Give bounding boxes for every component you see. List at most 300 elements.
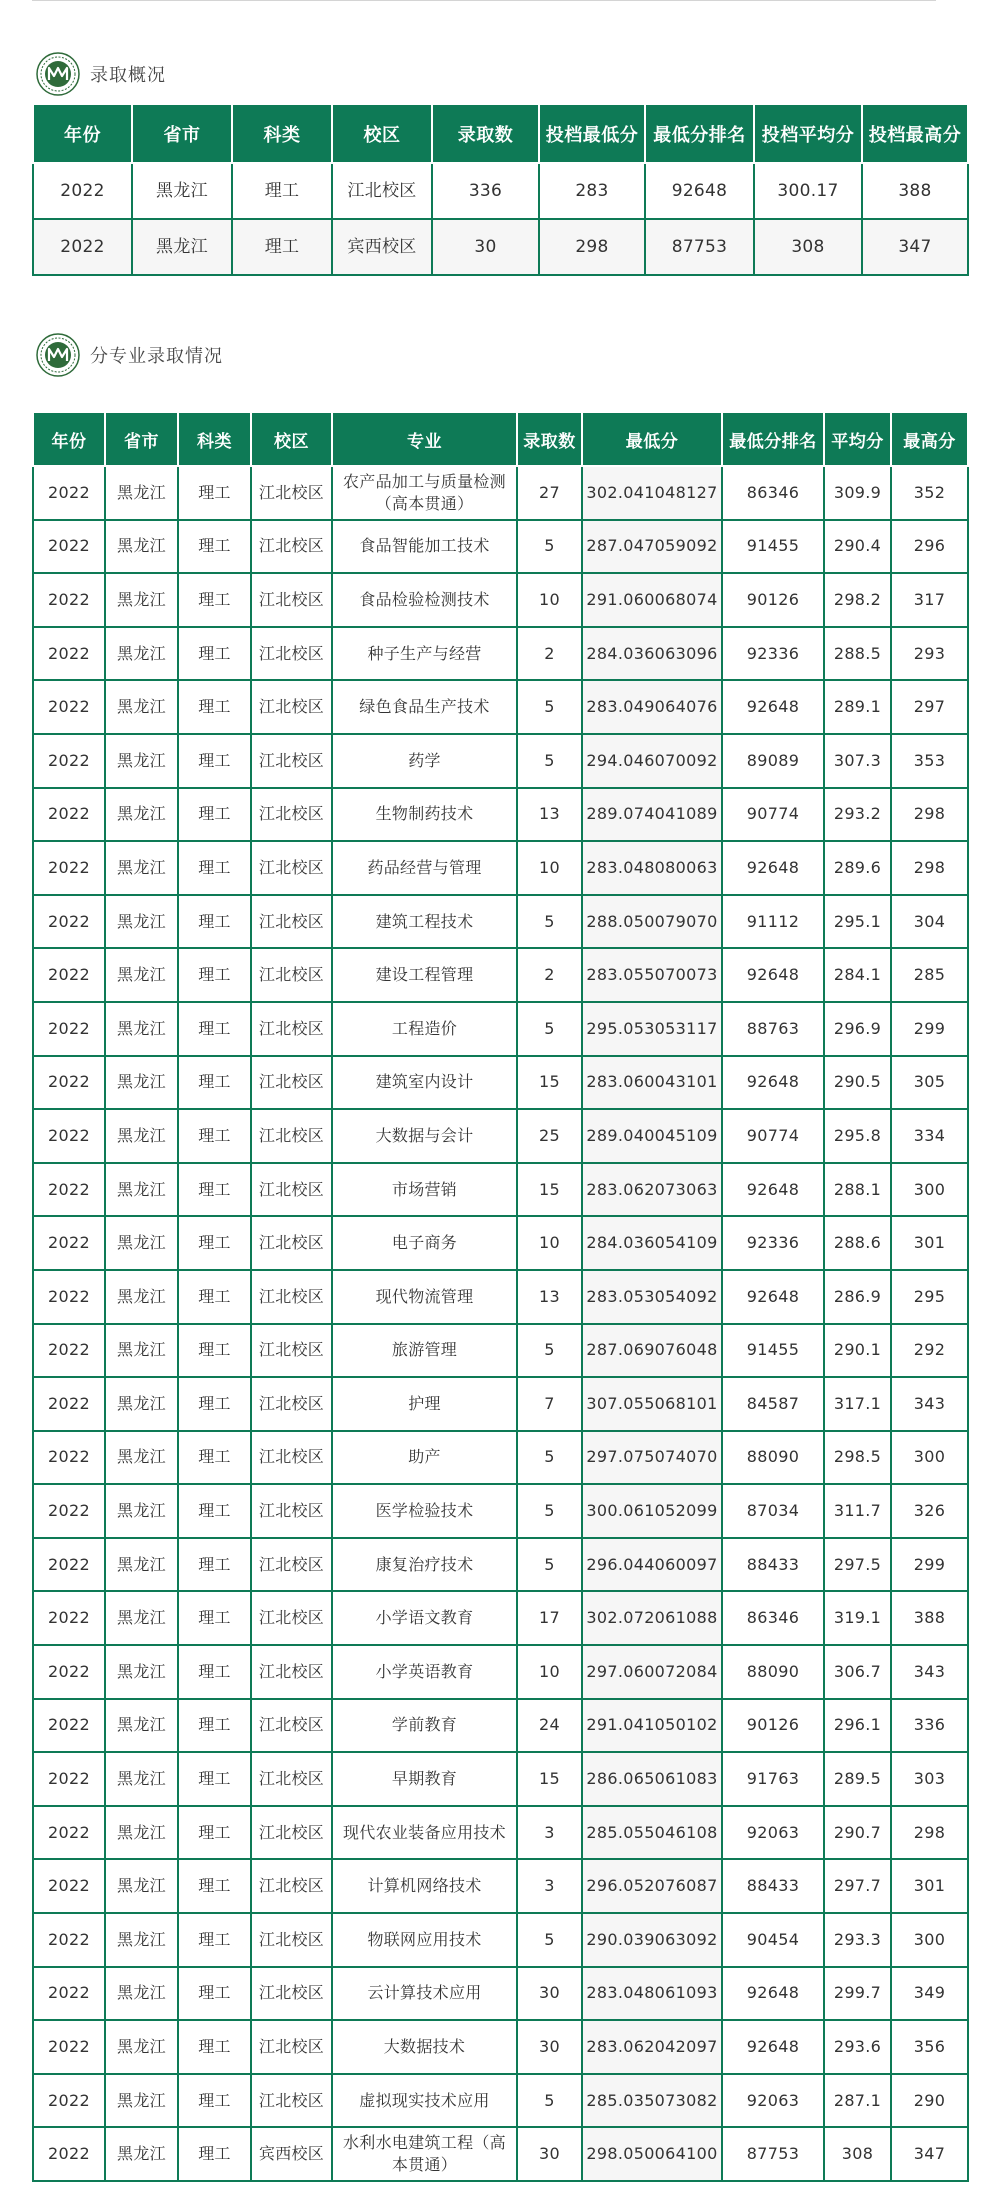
cell-min-rank: 92063 <box>722 2074 824 2128</box>
cell-province: 黑龙江 <box>132 219 232 275</box>
cell-min-score: 298 <box>539 219 645 275</box>
table-row <box>33 1699 968 1753</box>
cell-admitted: 5 <box>517 2074 582 2128</box>
cell-min-rank: 84587 <box>722 1377 824 1431</box>
col-header-year: 年份 <box>33 412 105 466</box>
cell-avg-score: 290.1 <box>824 1324 891 1378</box>
cell-max-score: 299 <box>891 1002 968 1056</box>
top-divider <box>32 0 936 1</box>
cell-min-rank: 90126 <box>722 1699 824 1753</box>
cell-campus: 江北校区 <box>251 680 332 734</box>
cell-min-rank: 92648 <box>722 1163 824 1217</box>
cell-campus: 江北校区 <box>251 1538 332 1592</box>
cell-min-score: 298.050064100 <box>582 2127 722 2181</box>
cell-major: 康复治疗技术 <box>332 1538 517 1592</box>
cell-min-rank: 92336 <box>722 1216 824 1270</box>
cell-year: 2022 <box>33 2074 105 2128</box>
cell-avg-score: 289.5 <box>824 1752 891 1806</box>
cell-admitted: 15 <box>517 1056 582 1110</box>
cell-min-rank: 88433 <box>722 1859 824 1913</box>
cell-year: 2022 <box>33 1324 105 1378</box>
cell-min-rank: 92648 <box>722 1056 824 1110</box>
cell-category: 理工 <box>178 573 251 627</box>
cell-province: 黑龙江 <box>105 1324 178 1378</box>
cell-major: 药学 <box>332 734 517 788</box>
cell-max-score: 300 <box>891 1431 968 1485</box>
cell-year: 2022 <box>33 2127 105 2181</box>
cell-min-score: 285.055046108 <box>582 1806 722 1860</box>
cell-category: 理工 <box>178 2127 251 2181</box>
cell-avg-score: 289.1 <box>824 680 891 734</box>
cell-major: 计算机网络技术 <box>332 1859 517 1913</box>
cell-max-score: 292 <box>891 1324 968 1378</box>
table-row <box>33 895 968 949</box>
cell-admitted: 30 <box>517 2127 582 2181</box>
cell-avg-score: 290.5 <box>824 1056 891 1110</box>
cell-admitted: 13 <box>517 1270 582 1324</box>
cell-admitted: 30 <box>517 1967 582 2021</box>
cell-major: 种子生产与经营 <box>332 627 517 681</box>
cell-province: 黑龙江 <box>105 520 178 574</box>
cell-avg-score: 289.6 <box>824 841 891 895</box>
cell-year: 2022 <box>33 466 105 520</box>
cell-max-score: 298 <box>891 841 968 895</box>
cell-max-score: 388 <box>862 163 968 219</box>
cell-category: 理工 <box>232 163 332 219</box>
cell-campus: 江北校区 <box>251 1377 332 1431</box>
cell-min-score: 294.046070092 <box>582 734 722 788</box>
cell-province: 黑龙江 <box>105 2020 178 2074</box>
cell-year: 2022 <box>33 1216 105 1270</box>
summary-header-row <box>33 104 968 163</box>
cell-category: 理工 <box>178 841 251 895</box>
summary-section-title: 录取概况 <box>90 65 166 86</box>
table-row <box>33 573 968 627</box>
cell-province: 黑龙江 <box>105 1216 178 1270</box>
cell-category: 理工 <box>178 1002 251 1056</box>
cell-avg-score: 307.3 <box>824 734 891 788</box>
cell-category: 理工 <box>178 895 251 949</box>
cell-campus: 江北校区 <box>251 1216 332 1270</box>
col-header-min-rank: 最低分排名 <box>722 412 824 466</box>
cell-min-rank: 87753 <box>645 219 754 275</box>
cell-avg-score: 288.6 <box>824 1216 891 1270</box>
cell-province: 黑龙江 <box>105 1699 178 1753</box>
cell-province: 黑龙江 <box>105 1967 178 2021</box>
cell-category: 理工 <box>178 1538 251 1592</box>
cell-year: 2022 <box>33 219 132 275</box>
col-header-category: 科类 <box>178 412 251 466</box>
cell-avg-score: 308 <box>754 219 862 275</box>
cell-campus: 江北校区 <box>251 1056 332 1110</box>
col-header-max-score: 最高分 <box>891 412 968 466</box>
cell-category: 理工 <box>178 1484 251 1538</box>
cell-category: 理工 <box>178 1163 251 1217</box>
table-row <box>33 627 968 681</box>
cell-year: 2022 <box>33 627 105 681</box>
cell-avg-score: 295.8 <box>824 1109 891 1163</box>
cell-min-score: 296.044060097 <box>582 1538 722 1592</box>
cell-major: 护理 <box>332 1377 517 1431</box>
cell-province: 黑龙江 <box>105 788 178 842</box>
cell-avg-score: 311.7 <box>824 1484 891 1538</box>
cell-category: 理工 <box>178 1591 251 1645</box>
cell-category: 理工 <box>178 2020 251 2074</box>
cell-province: 黑龙江 <box>105 1056 178 1110</box>
cell-category: 理工 <box>178 1699 251 1753</box>
cell-min-score: 295.053053117 <box>582 1002 722 1056</box>
cell-campus: 江北校区 <box>251 1591 332 1645</box>
cell-category: 理工 <box>178 1431 251 1485</box>
cell-max-score: 388 <box>891 1591 968 1645</box>
col-header-min-score: 投档最低分 <box>539 104 645 163</box>
table-row <box>33 1216 968 1270</box>
cell-min-score: 300.061052099 <box>582 1484 722 1538</box>
cell-max-score: 290 <box>891 2074 968 2128</box>
cell-campus: 江北校区 <box>251 1002 332 1056</box>
cell-max-score: 301 <box>891 1216 968 1270</box>
table-row <box>33 1109 968 1163</box>
cell-category: 理工 <box>178 734 251 788</box>
cell-max-score: 285 <box>891 948 968 1002</box>
cell-min-rank: 90774 <box>722 788 824 842</box>
cell-min-score: 283 <box>539 163 645 219</box>
cell-campus: 江北校区 <box>251 1752 332 1806</box>
cell-major: 大数据技术 <box>332 2020 517 2074</box>
cell-avg-score: 297.5 <box>824 1538 891 1592</box>
table-row <box>33 2074 968 2128</box>
cell-category: 理工 <box>178 1859 251 1913</box>
table-row <box>33 1431 968 1485</box>
cell-min-rank: 90774 <box>722 1109 824 1163</box>
cell-min-score: 289.040045109 <box>582 1109 722 1163</box>
cell-major: 云计算技术应用 <box>332 1967 517 2021</box>
table-row <box>33 1859 968 1913</box>
cell-category: 理工 <box>178 520 251 574</box>
table-row <box>33 163 968 219</box>
cell-year: 2022 <box>33 734 105 788</box>
cell-min-rank: 88090 <box>722 1431 824 1485</box>
school-logo-icon <box>36 333 80 377</box>
cell-major: 学前教育 <box>332 1699 517 1753</box>
cell-min-score: 283.060043101 <box>582 1056 722 1110</box>
cell-max-score: 298 <box>891 788 968 842</box>
col-header-year: 年份 <box>33 104 132 163</box>
cell-avg-score: 298.2 <box>824 573 891 627</box>
cell-major: 水利水电建筑工程（高本贯通） <box>332 2127 517 2181</box>
cell-max-score: 299 <box>891 1538 968 1592</box>
cell-max-score: 297 <box>891 680 968 734</box>
cell-province: 黑龙江 <box>105 1163 178 1217</box>
cell-admitted: 5 <box>517 1913 582 1967</box>
cell-province: 黑龙江 <box>105 2127 178 2181</box>
cell-min-rank: 91112 <box>722 895 824 949</box>
cell-max-score: 334 <box>891 1109 968 1163</box>
cell-min-score: 307.055068101 <box>582 1377 722 1431</box>
cell-avg-score: 287.1 <box>824 2074 891 2128</box>
cell-avg-score: 319.1 <box>824 1591 891 1645</box>
cell-admitted: 15 <box>517 1752 582 1806</box>
cell-max-score: 343 <box>891 1645 968 1699</box>
cell-province: 黑龙江 <box>105 948 178 1002</box>
cell-min-score: 302.041048127 <box>582 466 722 520</box>
cell-campus: 宾西校区 <box>251 2127 332 2181</box>
cell-campus: 江北校区 <box>251 1324 332 1378</box>
cell-category: 理工 <box>178 466 251 520</box>
cell-year: 2022 <box>33 1967 105 2021</box>
cell-year: 2022 <box>33 1377 105 1431</box>
table-row <box>33 1591 968 1645</box>
cell-category: 理工 <box>178 1270 251 1324</box>
table-row <box>33 788 968 842</box>
cell-min-score: 286.065061083 <box>582 1752 722 1806</box>
cell-max-score: 303 <box>891 1752 968 1806</box>
cell-major: 药品经营与管理 <box>332 841 517 895</box>
col-header-category: 科类 <box>232 104 332 163</box>
cell-year: 2022 <box>33 2020 105 2074</box>
cell-max-score: 304 <box>891 895 968 949</box>
cell-major: 医学检验技术 <box>332 1484 517 1538</box>
cell-min-score: 284.036063096 <box>582 627 722 681</box>
cell-admitted: 336 <box>432 163 539 219</box>
cell-major: 生物制药技术 <box>332 788 517 842</box>
cell-admitted: 5 <box>517 520 582 574</box>
cell-year: 2022 <box>33 1806 105 1860</box>
cell-admitted: 5 <box>517 734 582 788</box>
table-row <box>33 1056 968 1110</box>
cell-campus: 江北校区 <box>251 948 332 1002</box>
cell-year: 2022 <box>33 1699 105 1753</box>
admission-summary-table <box>32 103 969 276</box>
cell-province: 黑龙江 <box>105 734 178 788</box>
cell-admitted: 5 <box>517 680 582 734</box>
cell-province: 黑龙江 <box>105 627 178 681</box>
table-row <box>33 1163 968 1217</box>
cell-admitted: 13 <box>517 788 582 842</box>
table-row <box>33 841 968 895</box>
cell-category: 理工 <box>178 1324 251 1378</box>
cell-campus: 江北校区 <box>251 1484 332 1538</box>
cell-min-rank: 92648 <box>722 1270 824 1324</box>
cell-major: 建设工程管理 <box>332 948 517 1002</box>
school-logo-icon <box>36 52 80 96</box>
cell-major: 电子商务 <box>332 1216 517 1270</box>
cell-max-score: 300 <box>891 1163 968 1217</box>
col-header-campus: 校区 <box>332 104 432 163</box>
cell-campus: 江北校区 <box>251 520 332 574</box>
cell-min-rank: 91455 <box>722 520 824 574</box>
cell-max-score: 301 <box>891 1859 968 1913</box>
cell-max-score: 293 <box>891 627 968 681</box>
cell-admitted: 30 <box>432 219 539 275</box>
cell-avg-score: 284.1 <box>824 948 891 1002</box>
cell-min-score: 283.055070073 <box>582 948 722 1002</box>
cell-admitted: 5 <box>517 1002 582 1056</box>
cell-year: 2022 <box>33 788 105 842</box>
cell-admitted: 3 <box>517 1859 582 1913</box>
cell-min-rank: 92648 <box>722 1967 824 2021</box>
table-row <box>33 1324 968 1378</box>
cell-campus: 江北校区 <box>251 788 332 842</box>
cell-min-rank: 87034 <box>722 1484 824 1538</box>
cell-min-rank: 88763 <box>722 1002 824 1056</box>
cell-avg-score: 308 <box>824 2127 891 2181</box>
cell-category: 理工 <box>178 1216 251 1270</box>
cell-max-score: 326 <box>891 1484 968 1538</box>
cell-max-score: 300 <box>891 1913 968 1967</box>
cell-year: 2022 <box>33 1270 105 1324</box>
col-header-min-score: 最低分 <box>582 412 722 466</box>
cell-min-score: 297.075074070 <box>582 1431 722 1485</box>
cell-max-score: 347 <box>862 219 968 275</box>
cell-year: 2022 <box>33 1645 105 1699</box>
cell-category: 理工 <box>178 1752 251 1806</box>
cell-category: 理工 <box>178 1806 251 1860</box>
cell-min-rank: 92063 <box>722 1806 824 1860</box>
cell-max-score: 336 <box>891 1699 968 1753</box>
cell-campus: 江北校区 <box>251 895 332 949</box>
cell-avg-score: 299.7 <box>824 1967 891 2021</box>
table-row <box>33 1913 968 1967</box>
cell-year: 2022 <box>33 1056 105 1110</box>
cell-admitted: 10 <box>517 1216 582 1270</box>
cell-year: 2022 <box>33 895 105 949</box>
cell-campus: 江北校区 <box>251 1163 332 1217</box>
cell-min-score: 291.041050102 <box>582 1699 722 1753</box>
cell-min-rank: 91455 <box>722 1324 824 1378</box>
cell-major: 食品智能加工技术 <box>332 520 517 574</box>
cell-category: 理工 <box>178 1645 251 1699</box>
cell-max-score: 352 <box>891 466 968 520</box>
cell-min-score: 291.060068074 <box>582 573 722 627</box>
cell-avg-score: 288.1 <box>824 1163 891 1217</box>
cell-max-score: 349 <box>891 1967 968 2021</box>
cell-campus: 江北校区 <box>251 734 332 788</box>
table-row <box>33 1645 968 1699</box>
table-row <box>33 1752 968 1806</box>
cell-category: 理工 <box>178 1913 251 1967</box>
cell-major: 助产 <box>332 1431 517 1485</box>
cell-year: 2022 <box>33 1859 105 1913</box>
cell-category: 理工 <box>178 1967 251 2021</box>
cell-year: 2022 <box>33 1752 105 1806</box>
cell-min-score: 287.047059092 <box>582 520 722 574</box>
cell-province: 黑龙江 <box>105 1377 178 1431</box>
cell-campus: 江北校区 <box>251 1967 332 2021</box>
major-table-body <box>33 466 968 2181</box>
cell-campus: 宾西校区 <box>332 219 432 275</box>
cell-min-rank: 87753 <box>722 2127 824 2181</box>
cell-year: 2022 <box>33 1431 105 1485</box>
table-row <box>33 1484 968 1538</box>
cell-admitted: 30 <box>517 2020 582 2074</box>
cell-min-rank: 92648 <box>722 680 824 734</box>
cell-category: 理工 <box>178 1377 251 1431</box>
cell-admitted: 5 <box>517 1538 582 1592</box>
cell-major: 绿色食品生产技术 <box>332 680 517 734</box>
cell-province: 黑龙江 <box>105 895 178 949</box>
table-row <box>33 466 968 520</box>
cell-province: 黑龙江 <box>105 841 178 895</box>
cell-category: 理工 <box>178 627 251 681</box>
cell-major: 现代农业装备应用技术 <box>332 1806 517 1860</box>
cell-avg-score: 290.4 <box>824 520 891 574</box>
cell-admitted: 3 <box>517 1806 582 1860</box>
col-header-province: 省市 <box>105 412 178 466</box>
cell-year: 2022 <box>33 1538 105 1592</box>
cell-min-score: 283.048061093 <box>582 1967 722 2021</box>
cell-campus: 江北校区 <box>251 1431 332 1485</box>
table-row <box>33 734 968 788</box>
cell-min-rank: 92648 <box>645 163 754 219</box>
cell-admitted: 27 <box>517 466 582 520</box>
cell-year: 2022 <box>33 1484 105 1538</box>
cell-min-score: 290.039063092 <box>582 1913 722 1967</box>
cell-min-rank: 88090 <box>722 1645 824 1699</box>
col-header-major: 专业 <box>332 412 517 466</box>
cell-campus: 江北校区 <box>251 573 332 627</box>
cell-admitted: 15 <box>517 1163 582 1217</box>
cell-campus: 江北校区 <box>251 1913 332 1967</box>
cell-category: 理工 <box>178 1056 251 1110</box>
cell-province: 黑龙江 <box>105 1484 178 1538</box>
cell-min-rank: 90454 <box>722 1913 824 1967</box>
cell-min-score: 283.048080063 <box>582 841 722 895</box>
cell-min-rank: 91763 <box>722 1752 824 1806</box>
cell-year: 2022 <box>33 1002 105 1056</box>
cell-avg-score: 290.7 <box>824 1806 891 1860</box>
cell-admitted: 2 <box>517 948 582 1002</box>
cell-category: 理工 <box>178 1109 251 1163</box>
cell-province: 黑龙江 <box>105 1913 178 1967</box>
major-header-row <box>33 412 968 466</box>
col-header-province: 省市 <box>132 104 232 163</box>
cell-min-score: 289.074041089 <box>582 788 722 842</box>
cell-campus: 江北校区 <box>251 1109 332 1163</box>
cell-avg-score: 300.17 <box>754 163 862 219</box>
cell-admitted: 7 <box>517 1377 582 1431</box>
cell-major: 物联网应用技术 <box>332 1913 517 1967</box>
cell-year: 2022 <box>33 1109 105 1163</box>
cell-major: 小学语文教育 <box>332 1591 517 1645</box>
cell-major: 虚拟现实技术应用 <box>332 2074 517 2128</box>
cell-avg-score: 296.9 <box>824 1002 891 1056</box>
cell-category: 理工 <box>178 788 251 842</box>
cell-year: 2022 <box>33 1591 105 1645</box>
cell-province: 黑龙江 <box>105 1538 178 1592</box>
cell-year: 2022 <box>33 163 132 219</box>
table-row <box>33 219 968 275</box>
cell-campus: 江北校区 <box>251 841 332 895</box>
table-row <box>33 1270 968 1324</box>
cell-province: 黑龙江 <box>105 1431 178 1485</box>
cell-min-score: 284.036054109 <box>582 1216 722 1270</box>
cell-major: 建筑室内设计 <box>332 1056 517 1110</box>
cell-min-rank: 92648 <box>722 841 824 895</box>
cell-year: 2022 <box>33 573 105 627</box>
cell-province: 黑龙江 <box>132 163 232 219</box>
cell-avg-score: 293.2 <box>824 788 891 842</box>
cell-min-score: 288.050079070 <box>582 895 722 949</box>
col-header-admitted: 录取数 <box>432 104 539 163</box>
cell-max-score: 353 <box>891 734 968 788</box>
table-row <box>33 2127 968 2181</box>
cell-admitted: 5 <box>517 1484 582 1538</box>
cell-min-score: 302.072061088 <box>582 1591 722 1645</box>
col-header-campus: 校区 <box>251 412 332 466</box>
cell-year: 2022 <box>33 948 105 1002</box>
cell-province: 黑龙江 <box>105 2074 178 2128</box>
